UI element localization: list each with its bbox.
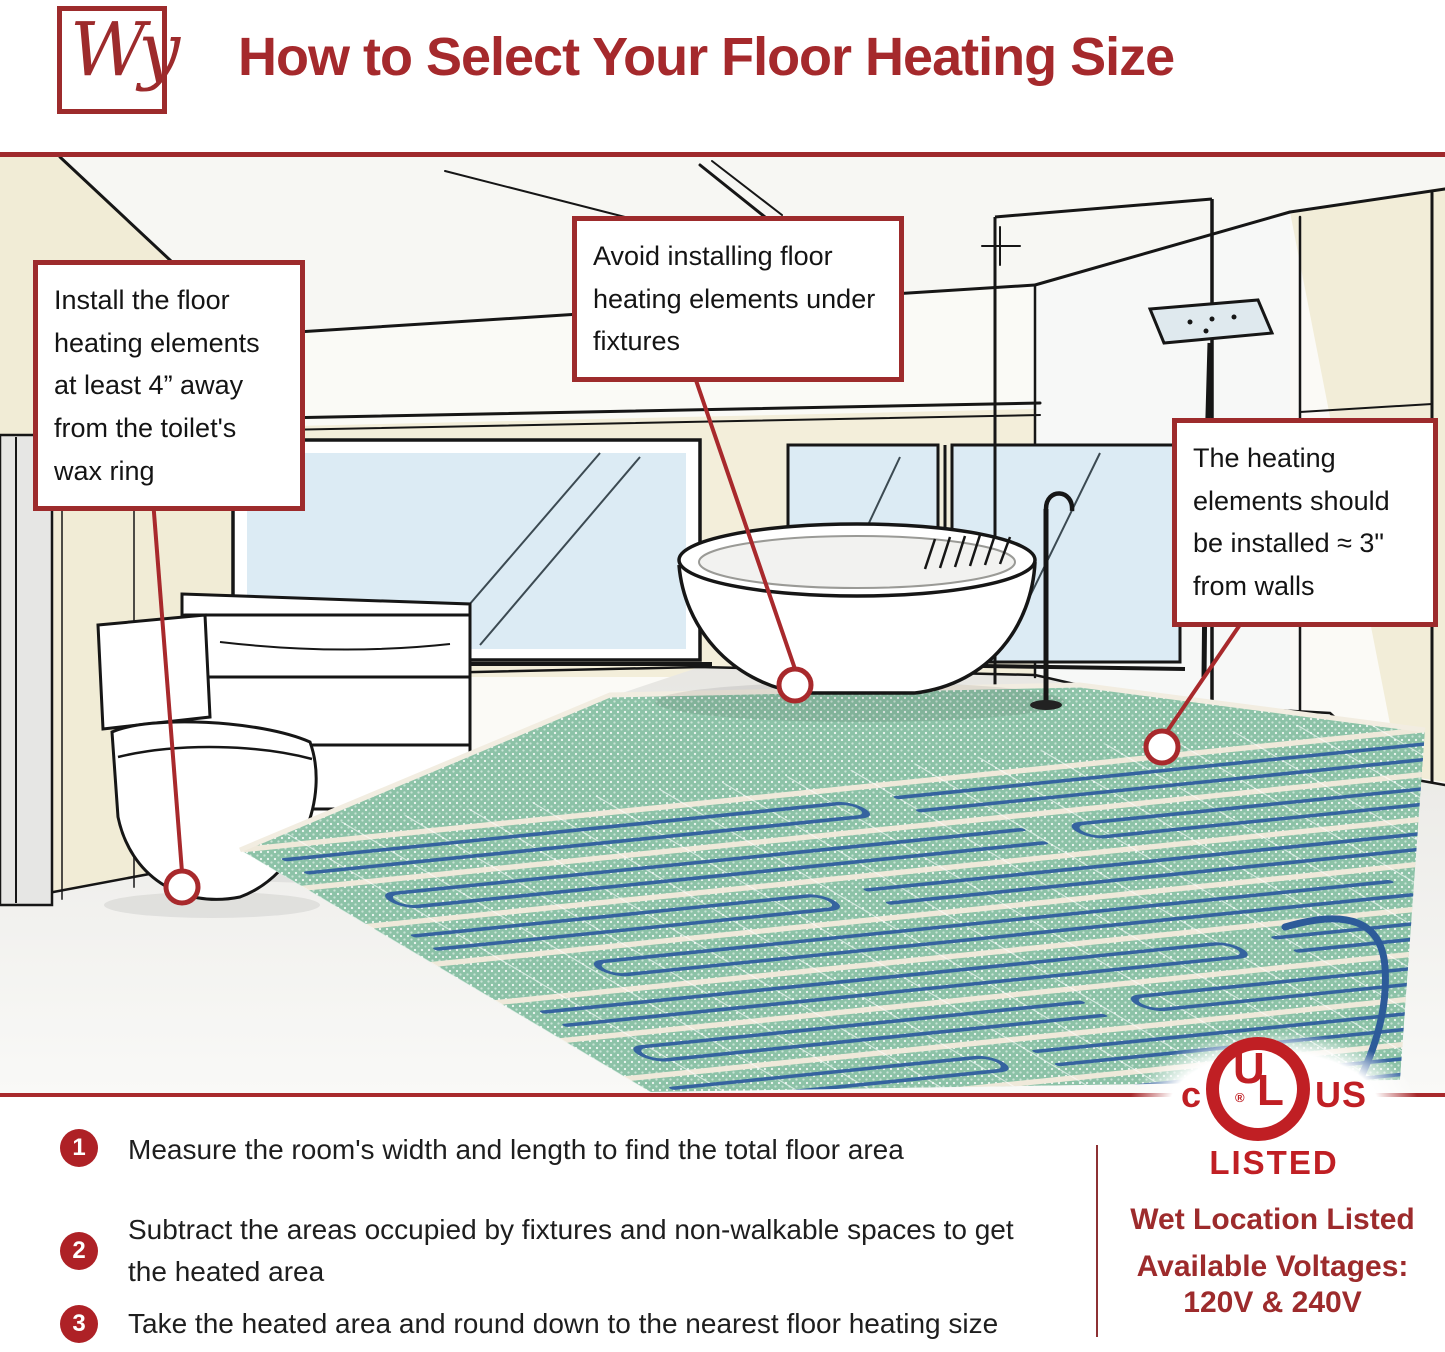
leader-marker-tub xyxy=(779,669,811,701)
step-2-text: Subtract the areas occupied by fixtures and non-walkable spaces to get the heated area xyxy=(128,1214,1014,1287)
certification-panel xyxy=(1105,1044,1445,1352)
callout-from-walls xyxy=(1172,418,1438,627)
header xyxy=(0,0,1445,152)
ul-suffix: US xyxy=(1315,1074,1368,1115)
callout-text: The heating elements should be installed ≈ 3" from walls xyxy=(1193,443,1390,601)
step-2-badge: 2 xyxy=(60,1232,98,1270)
step-3 xyxy=(60,1303,998,1345)
cul-us-listed-icon xyxy=(1129,1031,1419,1184)
callout-under-fixtures xyxy=(572,216,904,382)
registered-symbol: ® xyxy=(1235,1090,1245,1105)
leader-marker-toilet xyxy=(166,871,198,903)
voltages-label: Available Voltages: xyxy=(1136,1250,1409,1283)
vertical-divider xyxy=(1096,1145,1098,1337)
wet-location-label: Wet Location Listed xyxy=(1130,1203,1415,1236)
ul-circle-mark xyxy=(1206,1037,1310,1141)
ul-listed-label: LISTED xyxy=(1209,1144,1339,1181)
step-2 xyxy=(60,1209,1048,1293)
callout-toilet-wax-ring xyxy=(33,260,305,511)
step-1-badge: 1 xyxy=(60,1129,98,1167)
step-1-text: Measure the room's width and length to find the total floor area xyxy=(128,1134,904,1165)
ul-letter-u: U xyxy=(1233,1044,1265,1093)
ul-letter-l: L xyxy=(1257,1066,1284,1115)
voltages-value: 120V & 240V xyxy=(1183,1286,1362,1319)
instructions-section xyxy=(0,1044,1445,1348)
step-3-badge: 3 xyxy=(60,1305,98,1343)
ul-prefix: c xyxy=(1180,1074,1201,1115)
callout-text: Install the floor heating elements at least 4” away from the toilet's wax ring xyxy=(54,285,260,486)
step-3-text: Take the heated area and round down to the nearest floor heating size xyxy=(128,1308,999,1339)
leader-marker-wall xyxy=(1146,731,1178,763)
bathroom-illustration xyxy=(0,152,1445,1093)
brand-logo xyxy=(57,6,175,114)
page-title: How to Select Your Floor Heating Size xyxy=(238,27,1175,87)
step-1 xyxy=(60,1129,904,1171)
callout-text: Avoid installing floor heating elements under fixtures xyxy=(593,241,876,357)
brand-logo-text: Wy xyxy=(70,7,175,93)
